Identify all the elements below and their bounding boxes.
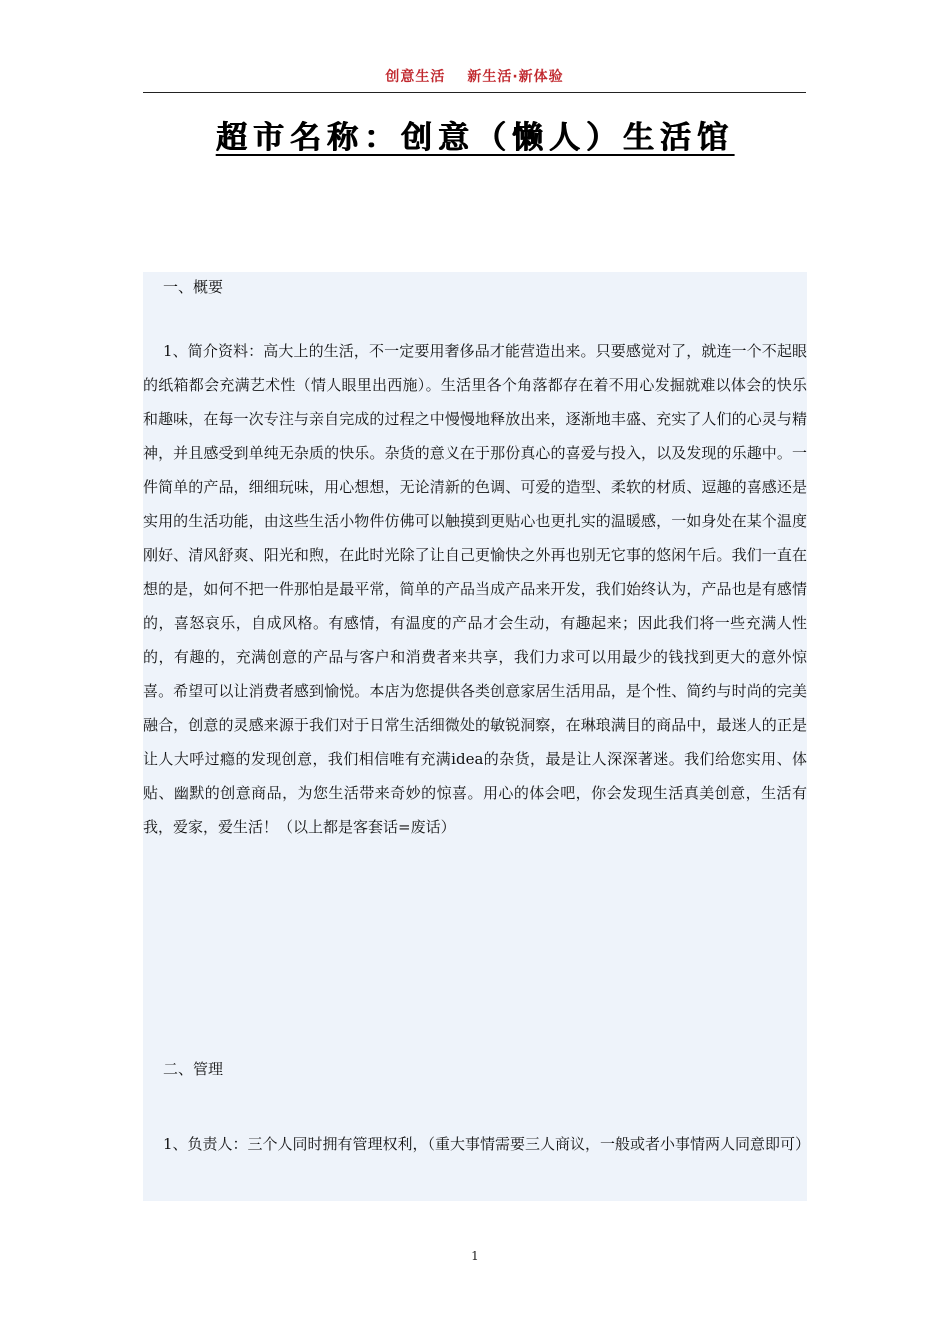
page-header — [143, 66, 806, 93]
content-area — [143, 272, 811, 1201]
overview-paragraph: 1、简介资料：高大上的生活，不一定要用奢侈品才能营造出来。只要感觉对了，就连一个不起眼的纸箱都会充满艺术性（情人眼里出西施）。生活里各个角落都存在着不用心发掘就难以体会的快乐和趣味，在每一次专注与亲自完成的过程之中慢慢地释放出来，逐渐地丰盛、充实了人们的心灵与精神，并且感受到单纯无杂质的快乐。杂货的意义在于那份真心的喜爱与投入，以及发现的乐趣中。一件简单的产品，细细玩味，用心想想，无论清新的色调、可爱的造型、柔软的材质、逗趣的喜感还是实用的生活功能，由这些生活小物件仿佛可以触摸到更贴心也更扎实的温暖感，一如身处在某个温度刚好、清风舒爽、阳光和煦，在此时光除了让自己更愉快之外再也别无它事的悠闲午后。我们一直在想的是，如何不把一件那怕是最平常，简单的产品当成产品来开发，我们始终认为，产品也是有感情的，喜怒哀乐，自成风格。有感情，有温度的产品才会生动，有趣起来；因此我们将一些充满人性的，有趣的，充满创意的产品与客户和消费者来共享，我们力求可以用最少的钱找到更大的意外惊喜。希望可以让消费者感到愉悦。本店为您提供各类创意家居生活用品，是个性、简约与时尚的完美融合，创意的灵感来源于我们对于日常生活细微处的敏锐洞察，在琳琅满目的商品中，最迷人的正是让人大呼过瘾的发现创意，我们相信唯有充满idea的杂货，最是让人深深著迷。我们给您实用、体贴、幽默的创意商品，为您生活带来奇妙的惊喜。用心的体会吧，你会发现生活真美创意，生活有我，爱家，爱生活！（以上都是客套话=废话） — [143, 342, 807, 836]
page-number: 1 — [471, 1249, 479, 1263]
section-heading-overview: 一、概要 — [163, 278, 224, 296]
document-title — [0, 116, 950, 160]
header-left-text: 创意生活 — [385, 69, 446, 85]
management-paragraph: 1、负责人：三个人同时拥有管理权利，（重大事情需要三人商议，一般或者小事情两人同意即可） — [163, 1135, 811, 1153]
document-title-text: 超市名称：创意（懒人）生活馆 — [216, 120, 734, 156]
header-right-text: 新生活·新体验 — [467, 69, 564, 85]
section-heading-management: 二、管理 — [163, 1060, 224, 1078]
